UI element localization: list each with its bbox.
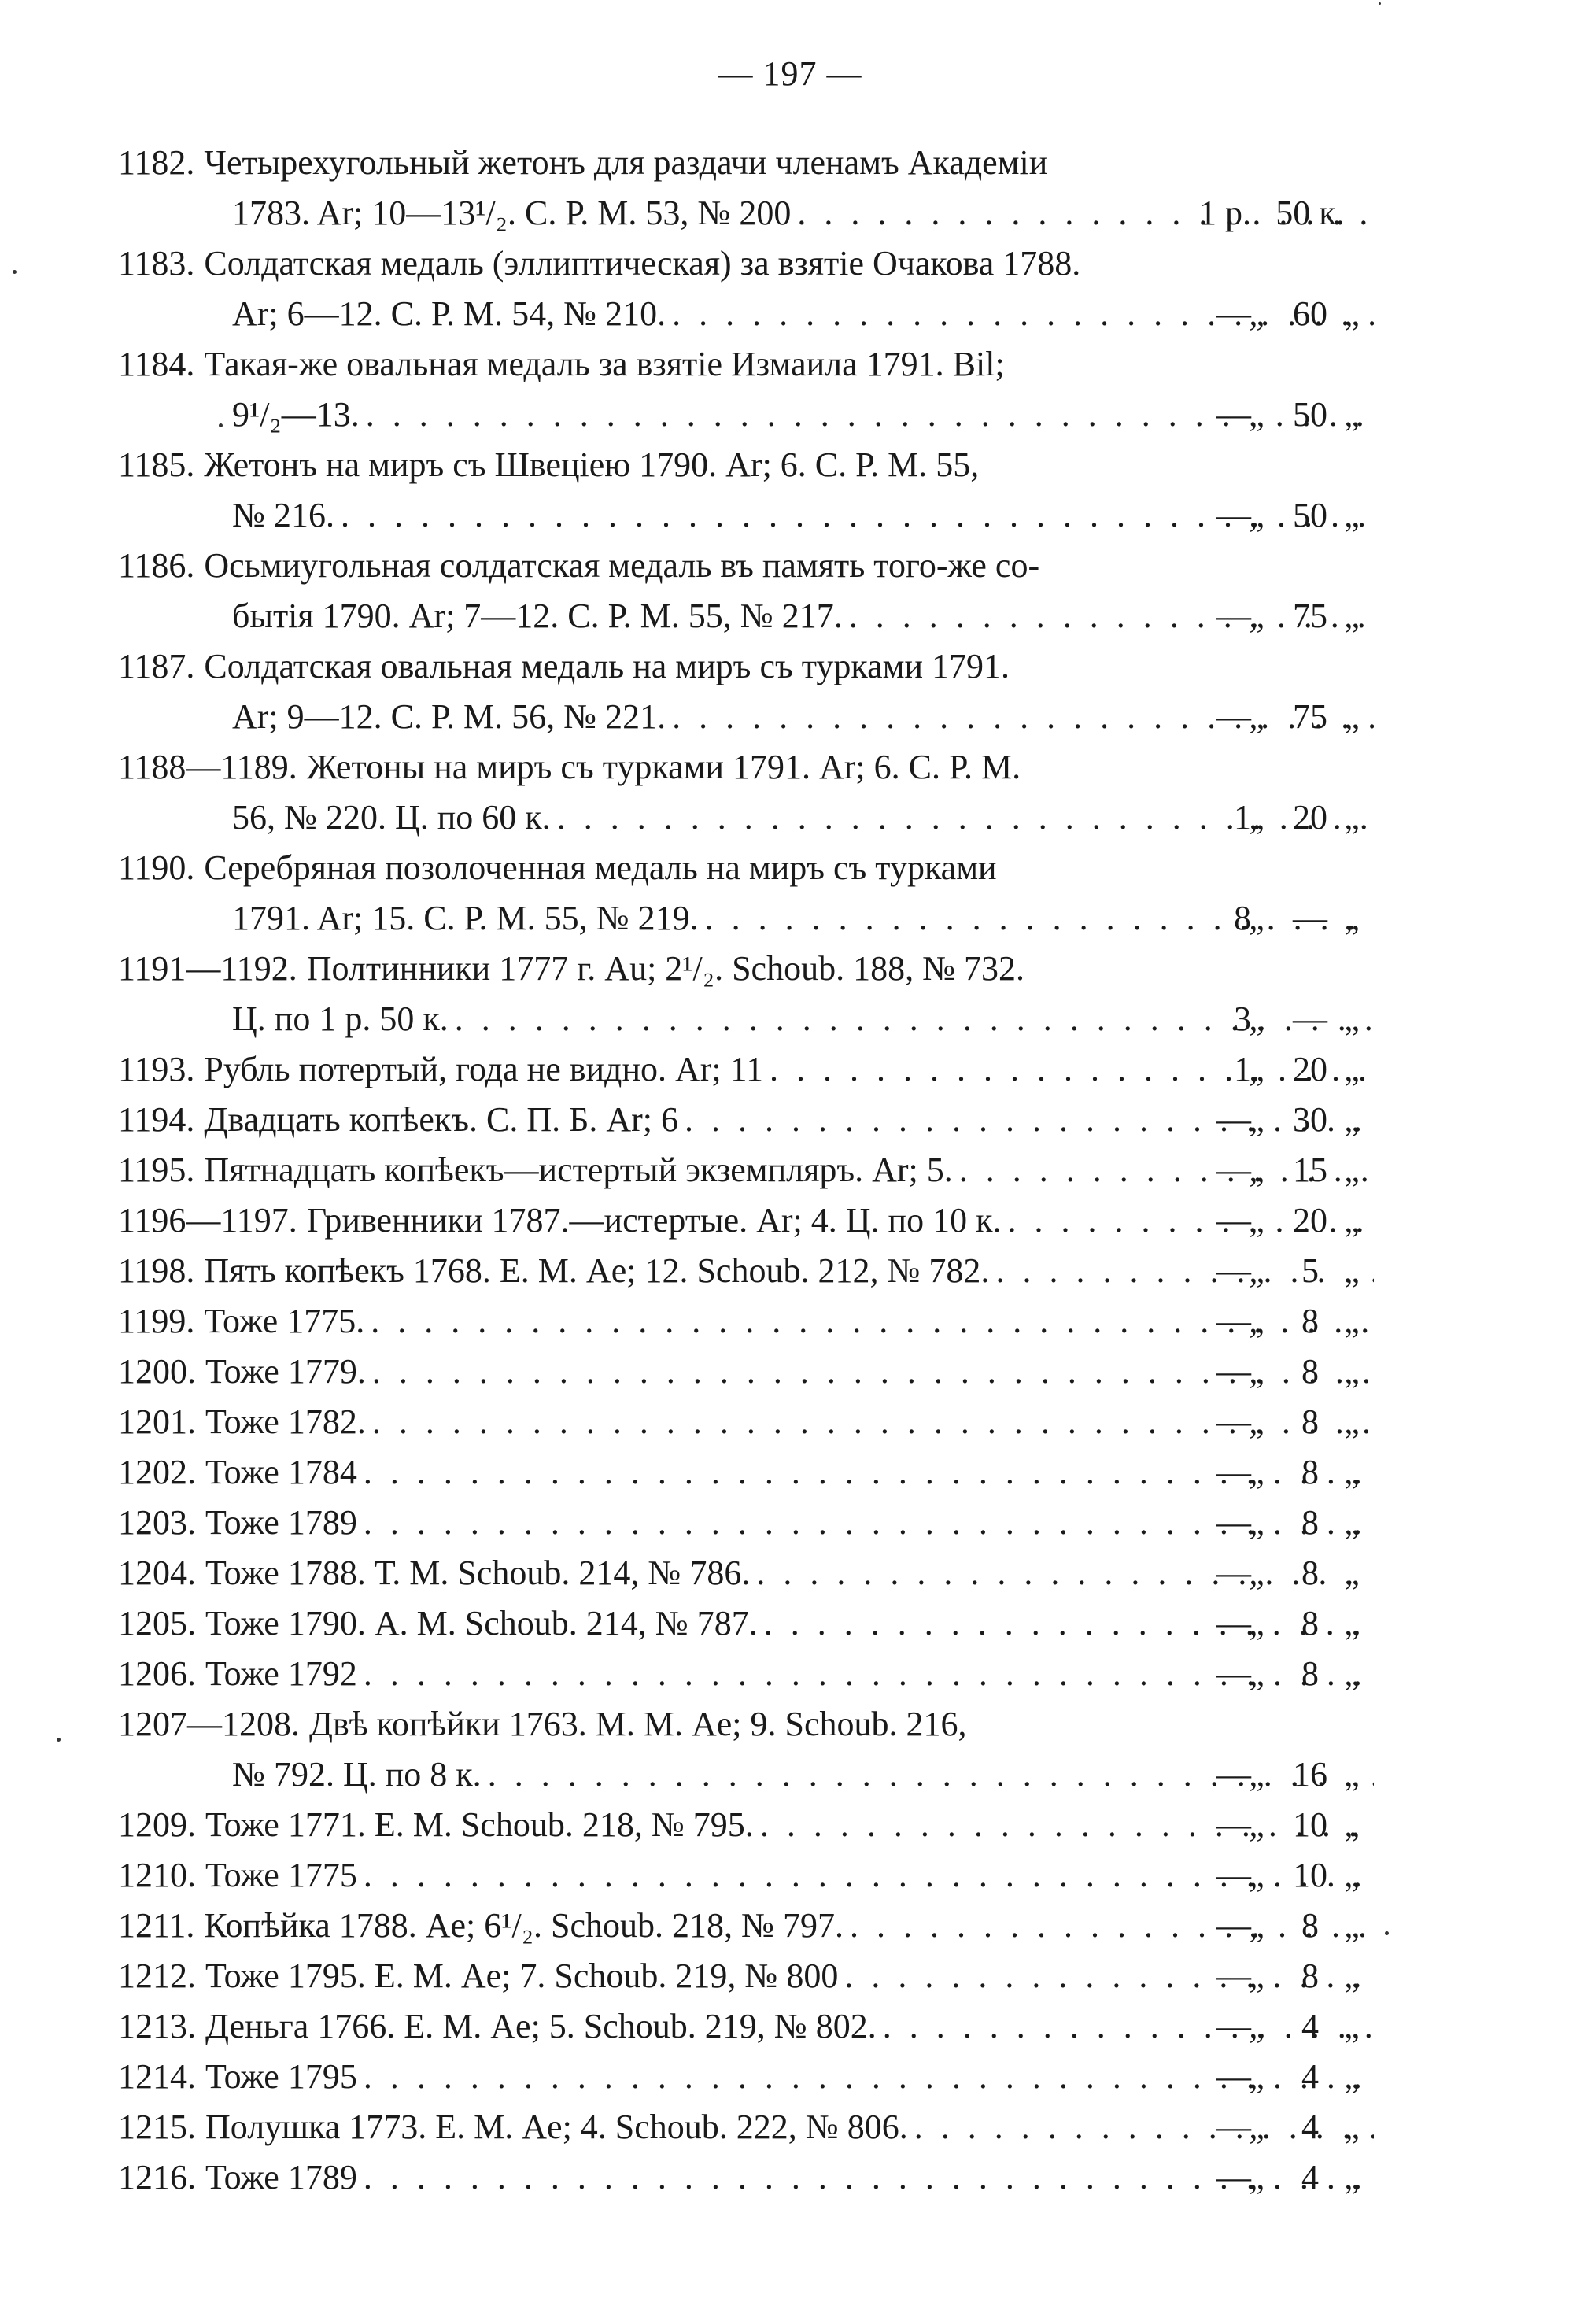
entry-description: Жетонъ на миръ съ Швеціею 1790. Ar; 6. С. Р. М. 55, — [204, 445, 980, 484]
entry-line — [0, 2152, 1580, 2203]
price-rubles: — — [1216, 1805, 1251, 1844]
entry-number: 1196—1197. — [118, 1201, 297, 1240]
ditto-mark: „ — [1344, 999, 1360, 1038]
ditto-mark: „ — [1344, 1100, 1360, 1139]
price-kopecks: 75 — [1293, 597, 1327, 635]
entry-description: № 216. — [232, 496, 334, 534]
entry-description: Двѣ копѣйки 1763. М. М. Ae; 9. Schoub. 216, — [309, 1705, 967, 1743]
catalog-entry — [0, 1095, 1580, 1145]
entry-description: Тоже 1789 — [205, 2158, 357, 2197]
ditto-mark: „ — [1249, 2057, 1264, 2096]
price-rubles: 3 — [1234, 999, 1251, 1038]
price-rubles: — — [1216, 2007, 1251, 2045]
entry-description: бытія 1790. Ar; 7—12. С. Р. М. 55, № 217. — [232, 597, 843, 635]
price-rubles: — — [1216, 1453, 1251, 1491]
price-kopecks: 8 — [1301, 1402, 1319, 1441]
entry-number: 1212. — [118, 1956, 196, 1995]
price-kopecks: 20 — [1293, 1050, 1327, 1088]
entry-line — [0, 1347, 1580, 1397]
entry-text — [118, 843, 1374, 893]
price-rubles: — — [1216, 1654, 1251, 1693]
catalog-entry — [0, 843, 1580, 944]
entry-line — [0, 1649, 1580, 1699]
catalog-entry — [0, 2001, 1580, 2052]
catalog-entry — [0, 1296, 1580, 1347]
price-kopecks: 16 — [1293, 1755, 1327, 1794]
entry-number: 1214. — [118, 2057, 196, 2096]
entry-line — [0, 2102, 1580, 2152]
entry-description: 1783. Ar; 10—13¹/₂. С. Р. М. 53, № 200 — [232, 194, 792, 232]
price-rubles: — — [1216, 1503, 1251, 1542]
ditto-mark: „ — [1344, 2158, 1360, 2197]
ditto-mark: „ — [1344, 1503, 1360, 1542]
entry-line — [0, 1447, 1580, 1498]
ditto-mark: „ — [1344, 1755, 1360, 1794]
price-kopecks: 50 — [1293, 496, 1327, 534]
price-rubles: — — [1216, 1604, 1251, 1642]
entry-number: 1188—1189. — [118, 748, 297, 786]
entry-description: Тоже 1775. — [204, 1302, 365, 1340]
entry-description: Тоже 1784 — [205, 1453, 357, 1491]
entry-description: Ar; 9—12. С. Р. М. 56, № 221. — [232, 697, 666, 736]
entry-description: Ц. по 1 р. 50 к. — [232, 999, 449, 1038]
entry-number: 1187. — [118, 647, 195, 685]
ditto-mark: „ — [1344, 1554, 1360, 1592]
entry-text — [118, 1699, 1374, 1749]
price-rubles: — — [1216, 2057, 1251, 2096]
page-number: — 197 — — [718, 54, 862, 93]
catalog-entry — [0, 2152, 1580, 2203]
entry-number: 1216. — [118, 2158, 196, 2197]
entry-line — [0, 1145, 1580, 1195]
ditto-mark: „ — [1249, 798, 1264, 837]
ditto-mark: „ — [1344, 1906, 1360, 1945]
price-rubles: — — [1216, 1755, 1251, 1794]
ditto-mark: „ — [1249, 2108, 1264, 2146]
entry-description: Солдатская медаль (эллиптическая) за взятіе Очакова 1788. — [204, 244, 1081, 283]
ditto-mark: „ — [1249, 1302, 1264, 1340]
entry-text — [118, 742, 1374, 793]
price-rubles: — — [1216, 697, 1251, 736]
entry-line — [0, 138, 1580, 188]
entry-description: Тоже 1795 — [205, 2057, 357, 2096]
ditto-mark: „ — [1344, 1856, 1360, 1894]
ditto-mark: „ — [1344, 1654, 1360, 1693]
ditto-mark: „ — [1344, 1956, 1360, 1995]
entry-line — [0, 541, 1580, 591]
entry-description: Тоже 1775 — [205, 1856, 357, 1894]
entry-line — [0, 238, 1580, 289]
entry-description: Тоже 1795. Е. М. Ae; 7. Schoub. 219, № 800 — [205, 1956, 839, 1995]
catalog-entry — [0, 1548, 1580, 1598]
price-kopecks: — — [1293, 899, 1327, 937]
dot-leader — [678, 1095, 1374, 1145]
entry-line — [0, 390, 1580, 440]
price-kopecks: 4 — [1301, 2108, 1319, 2146]
entry-line — [0, 440, 1580, 490]
entry-description: Тоже 1779. — [205, 1352, 366, 1391]
entry-line — [0, 1044, 1580, 1095]
ditto-mark: „ — [1249, 1755, 1264, 1794]
entry-description: Тоже 1788. Т. М. Schoub. 214, № 786. — [205, 1554, 751, 1592]
entry-number: 1209. — [118, 1805, 196, 1844]
entry-description: Серебряная позолоченная медаль на миръ съ турками — [204, 848, 997, 887]
price-kopecks: 10 — [1293, 1805, 1327, 1844]
price-kopecks: 4 — [1301, 2057, 1319, 2096]
entry-number: 1204. — [118, 1554, 196, 1592]
entry-line — [0, 1548, 1580, 1598]
entry-line — [0, 793, 1580, 843]
price-rubles: 8 — [1234, 899, 1251, 937]
ditto-mark: „ — [1249, 1654, 1264, 1693]
price-rubles: — — [1216, 2158, 1251, 2197]
catalog-entry — [0, 1347, 1580, 1397]
ditto-mark: „ — [1344, 1352, 1360, 1391]
ditto-mark: „ — [1249, 2007, 1264, 2045]
ditto-mark: „ — [1249, 294, 1264, 333]
catalog-entry — [0, 339, 1580, 440]
entry-line — [0, 944, 1580, 994]
price-kopecks: 8 — [1301, 1604, 1319, 1642]
catalog-entry — [0, 238, 1580, 339]
ditto-mark: „ — [1249, 1151, 1264, 1189]
entry-description: Осьмиугольная солдатская медаль въ память того-же со- — [204, 546, 1040, 585]
price-kopecks: 60 — [1293, 294, 1327, 333]
entry-line — [0, 1598, 1580, 1649]
entry-description: Тоже 1782. — [205, 1402, 366, 1441]
entry-description: Пятнадцать копѣекъ—истертый экземпляръ. Ar; 5. — [204, 1151, 953, 1189]
price-kopecks: 8 — [1301, 1302, 1319, 1340]
price-rubles: — — [1216, 597, 1251, 635]
entry-number: 1193. — [118, 1050, 195, 1088]
entry-description: Тоже 1792 — [205, 1654, 357, 1693]
price-rubles: — — [1216, 1151, 1251, 1189]
entry-line — [0, 1296, 1580, 1347]
ditto-mark: „ — [1249, 2158, 1264, 2197]
price-kopecks: 8 — [1301, 1906, 1319, 1945]
entry-number: 1198. — [118, 1251, 195, 1290]
ditto-mark: „ — [1344, 395, 1360, 434]
ditto-mark: „ — [1249, 1503, 1264, 1542]
catalog-entry — [0, 1447, 1580, 1498]
catalog-entry — [0, 944, 1580, 1044]
entry-text — [118, 138, 1374, 188]
ditto-mark: „ — [1344, 1805, 1360, 1844]
price-kopecks: 15 — [1293, 1151, 1327, 1189]
ditto-mark: „ — [1249, 1402, 1264, 1441]
entry-number: 1201. — [118, 1402, 196, 1441]
entry-description: Ar; 6—12. С. Р. М. 54, № 210. — [232, 294, 666, 333]
entry-line — [0, 2001, 1580, 2052]
entry-number: 1190. — [118, 848, 195, 887]
entry-description: Такая-же овальная медаль за взятіе Измаила 1791. Bil; — [204, 345, 1005, 383]
ditto-mark: „ — [1249, 1453, 1264, 1491]
catalog-entry — [0, 1598, 1580, 1649]
catalog-entry — [0, 440, 1580, 541]
ditto-mark: „ — [1249, 1604, 1264, 1642]
catalog-entry — [0, 1246, 1580, 1296]
catalog-entry — [0, 1901, 1580, 1951]
price-kopecks: 4 — [1301, 2158, 1319, 2197]
catalog-entry — [0, 1951, 1580, 2001]
catalog-entry-list — [0, 138, 1580, 2203]
catalog-entry — [0, 1044, 1580, 1095]
ditto-mark: „ — [1344, 697, 1360, 736]
catalog-entry — [0, 1699, 1580, 1800]
entry-line — [0, 843, 1580, 893]
ditto-mark: „ — [1344, 899, 1360, 937]
entry-line — [0, 692, 1580, 742]
entry-line — [0, 1901, 1580, 1951]
entry-description: Жетоны на миръ съ турками 1791. Ar; 6. С. Р. М. — [306, 748, 1021, 786]
entry-description: 56, № 220. Ц. по 60 к. — [232, 798, 551, 837]
price-kopecks: 10 — [1293, 1856, 1327, 1894]
entry-description: Тоже 1789 — [205, 1503, 357, 1542]
catalog-entry — [0, 1850, 1580, 1901]
ditto-mark: „ — [1344, 1604, 1360, 1642]
price-kopecks: 4 — [1301, 2007, 1319, 2045]
catalog-entry — [0, 138, 1580, 238]
ditto-mark: „ — [1249, 899, 1264, 937]
ditto-mark: „ — [1344, 2007, 1360, 2045]
ditto-mark: „ — [1249, 1906, 1264, 1945]
price-rubles: — — [1216, 496, 1251, 534]
catalog-entry — [0, 742, 1580, 843]
ditto-mark: „ — [1249, 1956, 1264, 1995]
price-rubles: — — [1216, 294, 1251, 333]
catalog-entry — [0, 1649, 1580, 1699]
entry-number: 1207—1208. — [118, 1705, 300, 1743]
entry-number: 1200. — [118, 1352, 196, 1391]
entry-line — [0, 1800, 1580, 1850]
entry-number: 1194. — [118, 1100, 195, 1139]
entry-line — [0, 1095, 1580, 1145]
entry-number: 1205. — [118, 1604, 196, 1642]
entry-line — [0, 641, 1580, 692]
catalog-entry — [0, 1145, 1580, 1195]
ditto-mark: „ — [1249, 1805, 1264, 1844]
entry-number: 1211. — [118, 1906, 195, 1945]
entry-line — [0, 490, 1580, 541]
entry-line — [0, 1397, 1580, 1447]
entry-number: 1215. — [118, 2108, 196, 2146]
ditto-mark: „ — [1344, 2057, 1360, 2096]
entry-line — [0, 339, 1580, 390]
price-kopecks: — — [1293, 999, 1327, 1038]
ditto-mark: „ — [1344, 2108, 1360, 2146]
price-rubles: 1 р. — [1199, 194, 1251, 232]
price-kopecks: 8 — [1301, 1453, 1319, 1491]
entry-number: 1184. — [118, 345, 195, 383]
entry-line — [0, 742, 1580, 793]
price-kopecks: 8 — [1301, 1352, 1319, 1391]
catalog-entry — [0, 541, 1580, 641]
entry-text — [118, 440, 1374, 490]
price-kopecks: 20 — [1293, 798, 1327, 837]
price-rubles: — — [1216, 1402, 1251, 1441]
price-rubles: 1 — [1234, 798, 1251, 837]
entry-number: 1199. — [118, 1302, 195, 1340]
entry-description: Тоже 1790. А. М. Schoub. 214, № 787. — [205, 1604, 758, 1642]
entry-description: Полушка 1773. Е. М. Ae; 4. Schoub. 222, № 806. — [205, 2108, 908, 2146]
catalog-entry — [0, 1195, 1580, 1246]
price-kopecks: 8 — [1301, 1503, 1319, 1542]
entry-line — [0, 1951, 1580, 2001]
price-rubles: — — [1216, 1554, 1251, 1592]
entry-text — [118, 238, 1374, 289]
entry-line — [0, 1195, 1580, 1246]
price-kopecks: 20 — [1293, 1201, 1327, 1240]
ditto-mark: „ — [1344, 597, 1360, 635]
catalog-entry — [0, 641, 1580, 742]
price-rubles: — — [1216, 1302, 1251, 1340]
ditto-mark: „ — [1344, 294, 1360, 333]
entry-line — [0, 1246, 1580, 1296]
entry-line — [0, 1749, 1580, 1800]
price-kopecks: 8 — [1301, 1554, 1319, 1592]
entry-description: Тоже 1771. Е. М. Schoub. 218, № 795. — [205, 1805, 754, 1844]
entry-description: № 792. Ц. по 8 к. — [232, 1755, 482, 1794]
entry-line — [0, 2052, 1580, 2102]
ditto-mark: „ — [1249, 1856, 1264, 1894]
catalog-entry — [0, 2052, 1580, 2102]
price-rubles: — — [1216, 1201, 1251, 1240]
catalog-entry — [0, 2102, 1580, 2152]
entry-line — [0, 893, 1580, 944]
entry-number: 1185. — [118, 445, 195, 484]
dot-leader — [699, 893, 1374, 944]
ditto-mark: „ — [1249, 1201, 1264, 1240]
ditto-mark: „ — [1344, 1251, 1360, 1290]
ditto-mark: „ — [1249, 697, 1264, 736]
price-kopecks: 5 — [1301, 1251, 1319, 1290]
entry-line — [0, 591, 1580, 641]
price-rubles: 1 — [1234, 1050, 1251, 1088]
entry-number: 1203. — [118, 1503, 196, 1542]
entry-description: Копѣйка 1788. Ae; 6¹/₂. Schoub. 218, № 797. — [204, 1906, 844, 1945]
entry-description: Солдатская овальная медаль на миръ съ турками 1791. — [204, 647, 1010, 685]
ditto-mark: „ — [1249, 597, 1264, 635]
ditto-mark: „ — [1249, 1100, 1264, 1139]
ditto-mark: „ — [1344, 1151, 1360, 1189]
entry-number: 1202. — [118, 1453, 196, 1491]
catalog-entry — [0, 1800, 1580, 1850]
entry-description: Рубль потертый, года не видно. Ar; 11 — [204, 1050, 764, 1088]
entry-number: 1195. — [118, 1151, 195, 1189]
entry-text — [118, 339, 1374, 390]
entry-description: 9¹/₂—13. — [232, 395, 360, 434]
entry-line — [0, 994, 1580, 1044]
ditto-mark: „ — [1249, 1050, 1264, 1088]
price-kopecks: 75 — [1293, 697, 1327, 736]
ditto-mark: „ — [1249, 1251, 1264, 1290]
price-rubles: — — [1216, 2108, 1251, 2146]
ditto-mark: „ — [1344, 1402, 1360, 1441]
entry-number: 1213. — [118, 2007, 196, 2045]
entry-line — [0, 1699, 1580, 1749]
entry-description: 1791. Ar; 15. С. Р. М. 55, № 219. — [232, 899, 699, 937]
price-rubles: — — [1216, 1251, 1251, 1290]
entry-number: 1206. — [118, 1654, 196, 1693]
entry-description: Четырехугольный жетонъ для раздачи членамъ Академіи — [204, 143, 1048, 182]
price-rubles: — — [1216, 1100, 1251, 1139]
ditto-mark: „ — [1344, 1453, 1360, 1491]
entry-number: 1186. — [118, 546, 195, 585]
price-kopecks: 8 — [1301, 1654, 1319, 1693]
entry-text — [118, 641, 1374, 692]
ditto-mark: „ — [1249, 496, 1264, 534]
ditto-mark: „ — [1344, 1302, 1360, 1340]
price-rubles: — — [1216, 1906, 1251, 1945]
price-rubles: — — [1216, 395, 1251, 434]
price-kopecks: 30 — [1293, 1100, 1327, 1139]
entry-text — [118, 541, 1374, 591]
price-rubles: — — [1216, 1956, 1251, 1995]
price-kopecks: 50 — [1293, 395, 1327, 434]
ditto-mark: „ — [1344, 1050, 1360, 1088]
entry-text — [118, 944, 1374, 994]
entry-number: 1191—1192. — [118, 949, 297, 988]
entry-description: Деньга 1766. Е. М. Ae; 5. Schoub. 219, № 802. — [205, 2007, 877, 2045]
catalog-entry — [0, 1498, 1580, 1548]
ditto-mark: „ — [1249, 1352, 1264, 1391]
entry-line — [0, 289, 1580, 339]
entry-number: 1182. — [118, 143, 195, 182]
entry-line — [0, 1850, 1580, 1901]
entry-line — [0, 188, 1580, 238]
price-kopecks: 8 — [1301, 1956, 1319, 1995]
entry-description: Полтинники 1777 г. Au; 2¹/₂. Schoub. 188, № 732. — [306, 949, 1025, 988]
ditto-mark: „ — [1344, 798, 1360, 837]
price-kopecks: 50 к. — [1275, 194, 1345, 232]
ditto-mark: „ — [1249, 1554, 1264, 1592]
ditto-mark: „ — [1344, 1201, 1360, 1240]
entry-description: Пять копѣекъ 1768. Е. М. Ae; 12. Schoub. 212, № 782. — [204, 1251, 990, 1290]
catalog-entry — [0, 1397, 1580, 1447]
ditto-mark: „ — [1249, 999, 1264, 1038]
entry-number: 1183. — [118, 244, 195, 283]
ditto-mark: „ — [1344, 496, 1360, 534]
price-rubles: — — [1216, 1856, 1251, 1894]
entry-number: 1210. — [118, 1856, 196, 1894]
ditto-mark: „ — [1249, 395, 1264, 434]
entry-line — [0, 1498, 1580, 1548]
entry-description: Двадцать копѣекъ. С. П. Б. Ar; 6 — [204, 1100, 679, 1139]
price-rubles: — — [1216, 1352, 1251, 1391]
entry-description: Гривенники 1787.—истертые. Ar; 4. Ц. по 10 к. — [306, 1201, 1002, 1240]
